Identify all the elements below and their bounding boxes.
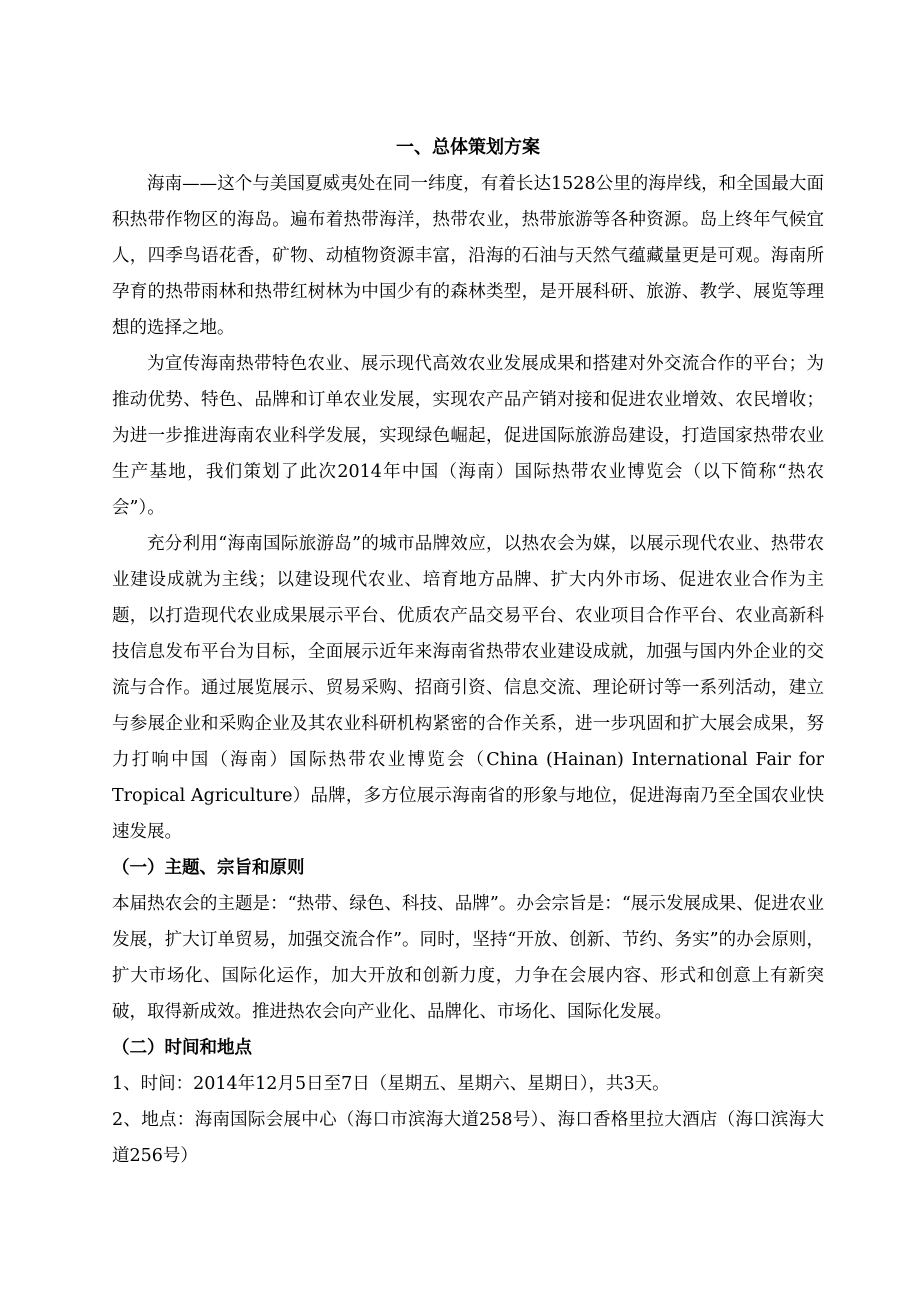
document-title: 一、总体策划方案 [396,137,540,158]
section-heading-time-place: （二）时间和地点 [112,1038,252,1058]
time-item: 1、时间：2014年12月5日至7日（星期五、星期六、星期日），共3天。 [112,1074,670,1094]
intro-paragraph-purpose: 为宣传海南热带特色农业、展示现代高效农业发展成果和搭建对外交流合作的平台；为推动优势、特色、品牌和订单农业发展，实现农产品产销对接和促进农业增效、农民增收；为进一步推进海南农业科学发展，实现绿色崛起，促进国际旅游岛建设，打造国家热带农业生产基地，我们策划了此次2014年中国（海南）国际热带农业博览会（以下简称“热农会”）。 [112,354,824,518]
intro-paragraph-goals: 充分利用“海南国际旅游岛”的城市品牌效应，以热农会为媒，以展示现代农业、热带农业建设成就为主线；以建设现代农业、培育地方品牌、扩大内外市场、促进农业合作为主题，以打造现代农业成果展示平台、优质农产品交易平台、农业项目合作平台、农业高新科技信息发布平台为目标，全面展示近年来海南省热带农业建设成就，加强与国内外企业的交流与合作。通过展览展示、贸易采购、招商引资、信息交流、理论研讨等一系列活动，建立与参展企业和采购企业及其农业科研机构紧密的合作关系，进一步巩固和扩大展会成果，努力打响中国（海南）国际热带农业博览会（China (Hainan) International Fair for Tropical Agriculture）品牌，多方位展示海南省的形象与地位，促进海南乃至全国农业快速发展。 [112,534,824,842]
location-item: 2、地点：海南国际会展中心（海口市滨海大道258号）、海口香格里拉大酒店（海口滨海大道256号） [112,1110,824,1166]
intro-paragraph-hainan: 海南——这个与美国夏威夷处在同一纬度，有着长达1528公里的海岸线，和全国最大面积热带作物区的海岛。遍布着热带海洋，热带农业，热带旅游等各种资源。岛上终年气候宜人，四季鸟语花香，矿物、动植物资源丰富，沿海的石油与天然气蕴藏量更是可观。海南所孕育的热带雨林和热带红树林为中国少有的森林类型，是开展科研、旅游、教学、展览等理想的选择之地。 [112,174,824,338]
section-body-theme: 本届热农会的主题是：“热带、绿色、科技、品牌”。办会宗旨是：“展示发展成果、促进农业发展，扩大订单贸易，加强交流合作”。同时，坚持“开放、创新、节约、务实”的办会原则，扩大市场化、国际化运作，加大开放和创新力度，力争在会展内容、形式和创意上有新突破，取得新成效。推进热农会向产业化、品牌化、市场化、国际化发展。 [112,894,824,1022]
document-body [112,130,824,1174]
section-heading-theme: （一）主题、宗旨和原则 [112,858,305,878]
